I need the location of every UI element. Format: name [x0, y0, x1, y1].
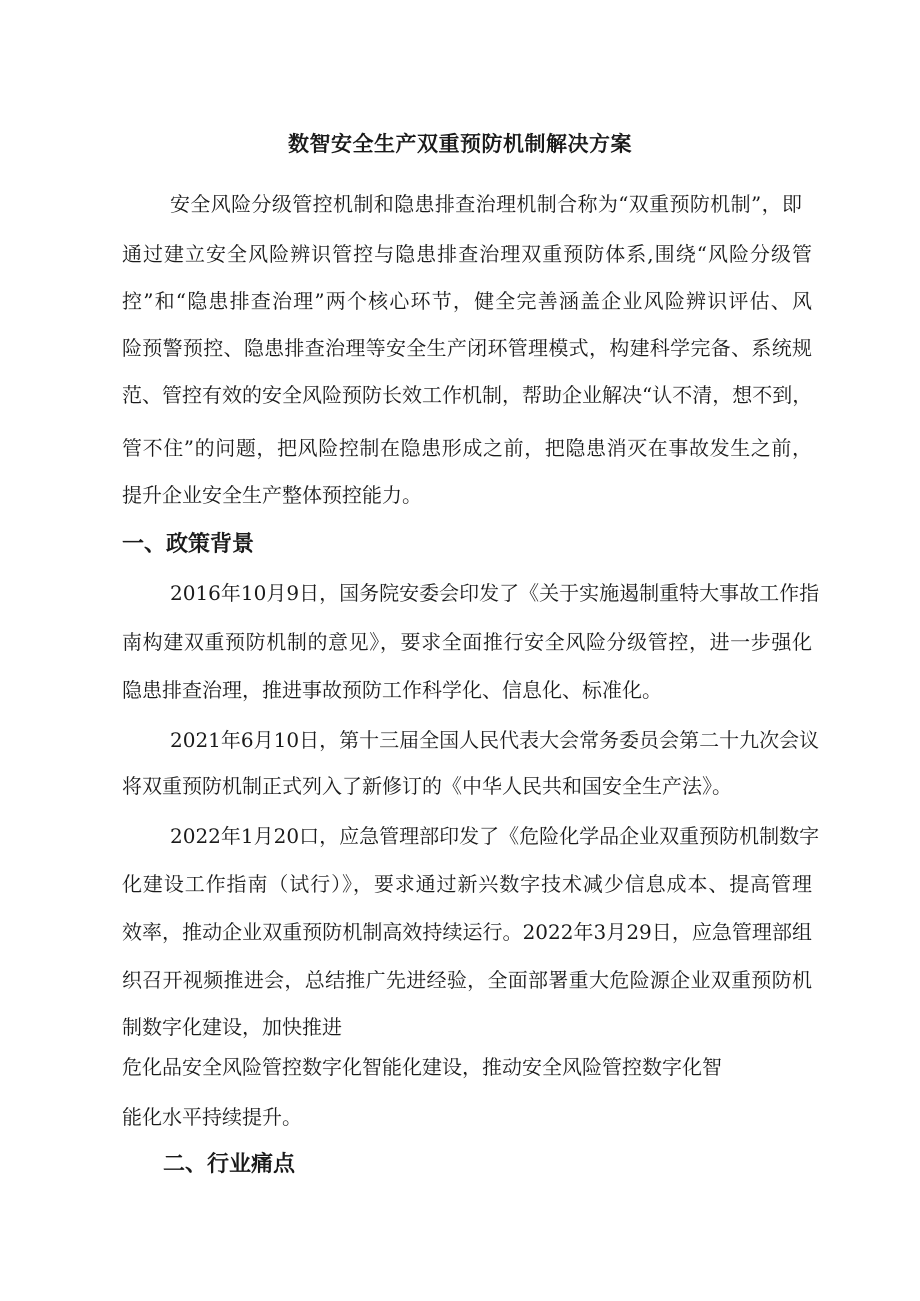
text-line: 险预警预控、隐患排查治理等安全生产闭环管理模式，构建科学完备、系统规 — [122, 336, 812, 360]
text-line: 效率，推动企业双重预防机制高效持续运行。2022年3月29日，应急管理部组 — [122, 920, 812, 944]
text-line: 化建设工作指南（试行）》，要求通过新兴数字技术减少信息成本、提高管理 — [122, 872, 812, 896]
text-line: 控”和“隐患排查治理”两个核心环节，健全完善涵盖企业风险辨识评估、风 — [122, 289, 812, 313]
text-line: 制数字化建设，加快推进 — [122, 1015, 342, 1039]
document-title: 数智安全生产双重预防机制解决方案 — [288, 132, 632, 156]
text-line: 隐患排查治理，推进事故预防工作科学化、信息化、标准化。 — [122, 678, 662, 702]
section-heading-policy: 一、政策背景 — [122, 532, 255, 557]
text-line: 提升企业安全生产整体预控能力。 — [122, 483, 422, 507]
text-line: 范、管控有效的安全风险预防长效工作机制，帮助企业解决“认不清，想不到， — [122, 383, 813, 407]
text-line: 管不住”的问题，把风险控制在隐患形成之前，把隐患消灭在事故发生之前， — [122, 436, 812, 460]
text-line: 2021年6月10日，第十三届全国人民代表大会常务委员会第二十九次会议 — [170, 728, 820, 752]
text-line: 安全风险分级管控机制和隐患排查治理机制合称为“双重预防机制”，即 — [170, 192, 802, 216]
text-line: 织召开视频推进会，总结推广先进经验，全面部署重大危险源企业双重预防机 — [122, 968, 812, 992]
text-line: 南构建双重预防机制的意见》，要求全面推行安全风险分级管控，进一步强化 — [122, 630, 812, 654]
text-line: 2016年10月9日，国务院安委会印发了《关于实施遏制重特大事故工作指 — [170, 581, 820, 605]
text-line: 能化水平持续提升。 — [122, 1105, 302, 1129]
section-heading-pain-points: 二、行业痛点 — [163, 1152, 296, 1177]
text-line: 2022年1月20口，应急管理部印发了《危险化学品企业双重预防机制数字 — [170, 824, 820, 848]
text-line: 危化品安全风险管控数字化智能化建设，推动安全风险管控数字化智 — [122, 1055, 722, 1079]
text-line: 通过建立安全风险辨识管控与隐患排查治理双重预防体系,围绕“风险分级管 — [122, 242, 812, 266]
text-line: 将双重预防机制正式列入了新修订的《中华人民共和国安全生产法》。 — [122, 774, 732, 798]
